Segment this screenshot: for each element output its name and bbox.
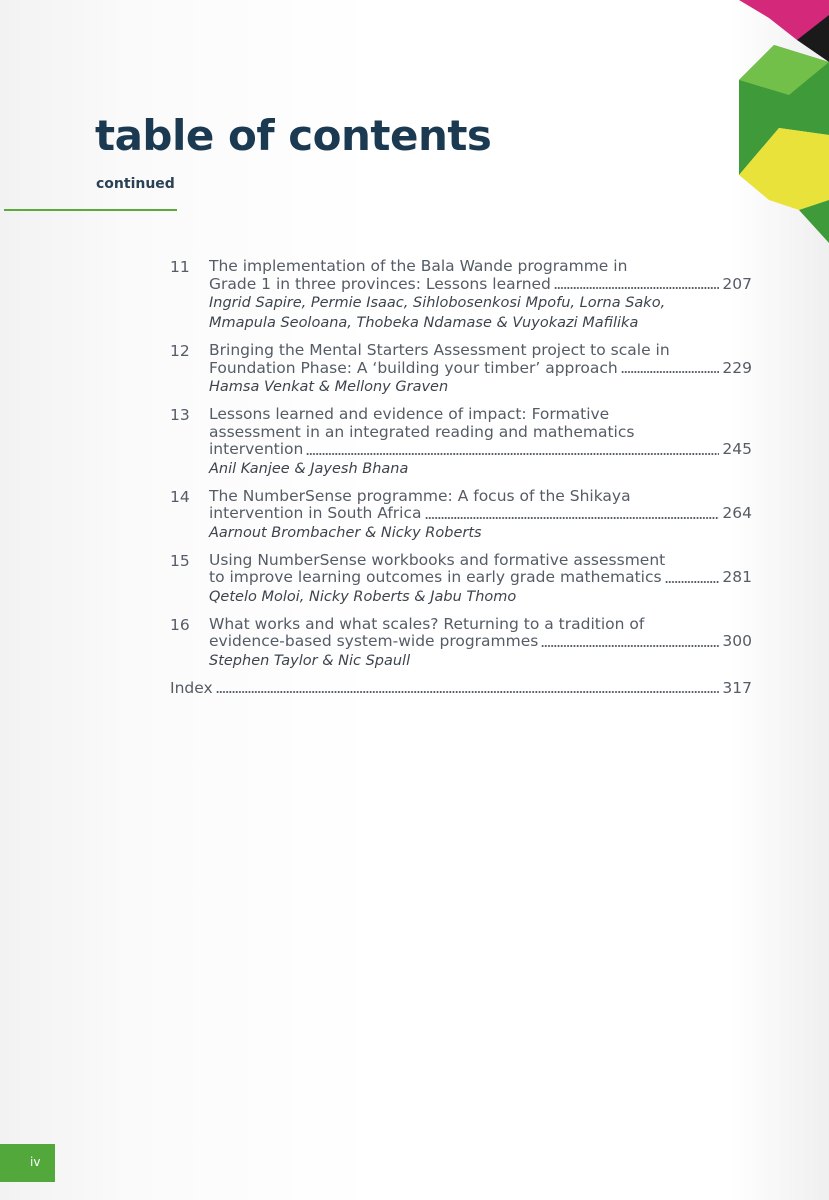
chapter-authors: Anil Kanjee & Jayesh Bhana (209, 460, 409, 477)
dot-leader (554, 287, 720, 289)
page-number: 300 (722, 632, 752, 650)
chapter-authors: Hamsa Venkat & Mellony Graven (209, 379, 449, 395)
page-number: 229 (722, 358, 752, 377)
page-number: 207 (722, 274, 752, 293)
index-label: Index (170, 678, 213, 697)
chapter-authors: Qetelo Moloi, Nicky Roberts & Jabu Thomo (209, 588, 517, 605)
toc-entry-16[interactable] (170, 616, 752, 671)
toc-entry-15[interactable] (170, 552, 752, 607)
chapter-number: 14 (170, 487, 190, 506)
chapter-title-lastline (209, 633, 752, 651)
chapter-title-lastline (209, 441, 752, 459)
chapter-authors: Aarnout Brombacher & Nicky Roberts (209, 524, 482, 541)
chapter-title-line: intervention (209, 440, 304, 458)
chapter-title-line: What works and what scales? Returning to a tradition of (209, 614, 645, 633)
chapter-title-lastline (209, 276, 752, 294)
chapter-title-line: The implementation of the Bala Wande programme in (209, 257, 628, 275)
page-subtitle: continued (96, 176, 175, 192)
page-number: 245 (722, 440, 752, 458)
page-number: 281 (722, 568, 752, 586)
dot-leader (621, 371, 720, 373)
chapter-number: 13 (170, 406, 190, 424)
toc-list (170, 258, 752, 706)
chapter-title-lastline (209, 360, 752, 378)
dot-leader (216, 691, 720, 693)
footer-page-badge (0, 1144, 55, 1182)
toc-entry-11[interactable] (170, 258, 752, 333)
dot-leader (541, 645, 719, 647)
toc-entry-14[interactable] (170, 488, 752, 543)
chapter-title-lastline (209, 569, 752, 587)
chapter-title-line: Foundation Phase: A ‘building your timber’ approach (209, 358, 618, 377)
header-rule (4, 209, 177, 211)
decorative-triangles (739, 0, 829, 250)
index-line (170, 680, 752, 698)
chapter-title-line: Lessons learned and evidence of impact: Formative (209, 405, 610, 423)
footer-page-number: iv (30, 1155, 41, 1169)
chapter-title-line: evidence-based system-wide programmes (209, 632, 539, 650)
page-number: 317 (722, 678, 752, 697)
chapter-authors: Stephen Taylor & Nic Spaull (209, 652, 411, 669)
chapter-title-line: Bringing the Mental Starters Assessment project to scale in (209, 341, 670, 359)
chapter-number: 15 (170, 551, 190, 570)
chapter-authors: Ingrid Sapire, Permie Isaac, Sihlobosenkosi Mpofu, Lorna Sako, (209, 295, 666, 311)
chapter-number: 16 (170, 615, 190, 634)
chapter-number: 11 (170, 258, 190, 276)
page-number: 264 (722, 504, 752, 522)
chapter-authors: Mmapula Seoloana, Thobeka Ndamase & Vuyokazi Mafilika (209, 315, 639, 331)
chapter-title-line: Using NumberSense workbooks and formative assessment (209, 550, 666, 569)
dot-leader (306, 453, 719, 455)
chapter-title-lastline (209, 505, 752, 523)
chapter-title-line: Grade 1 in three provinces: Lessons learned (209, 274, 551, 293)
chapter-title-line: intervention in South Africa (209, 504, 422, 522)
toc-entry-index[interactable] (170, 680, 752, 698)
dot-leader (425, 517, 720, 519)
chapter-title-line: assessment in an integrated reading and mathematics (209, 422, 635, 441)
toc-entry-13[interactable] (170, 406, 752, 479)
chapter-title-line: The NumberSense programme: A focus of the Shikaya (209, 486, 631, 505)
toc-entry-12[interactable] (170, 342, 752, 397)
dot-leader (665, 581, 720, 583)
chapter-number: 12 (170, 342, 190, 360)
chapter-title-line: to improve learning outcomes in early grade mathematics (209, 568, 662, 586)
page-title: table of contents (95, 111, 492, 160)
